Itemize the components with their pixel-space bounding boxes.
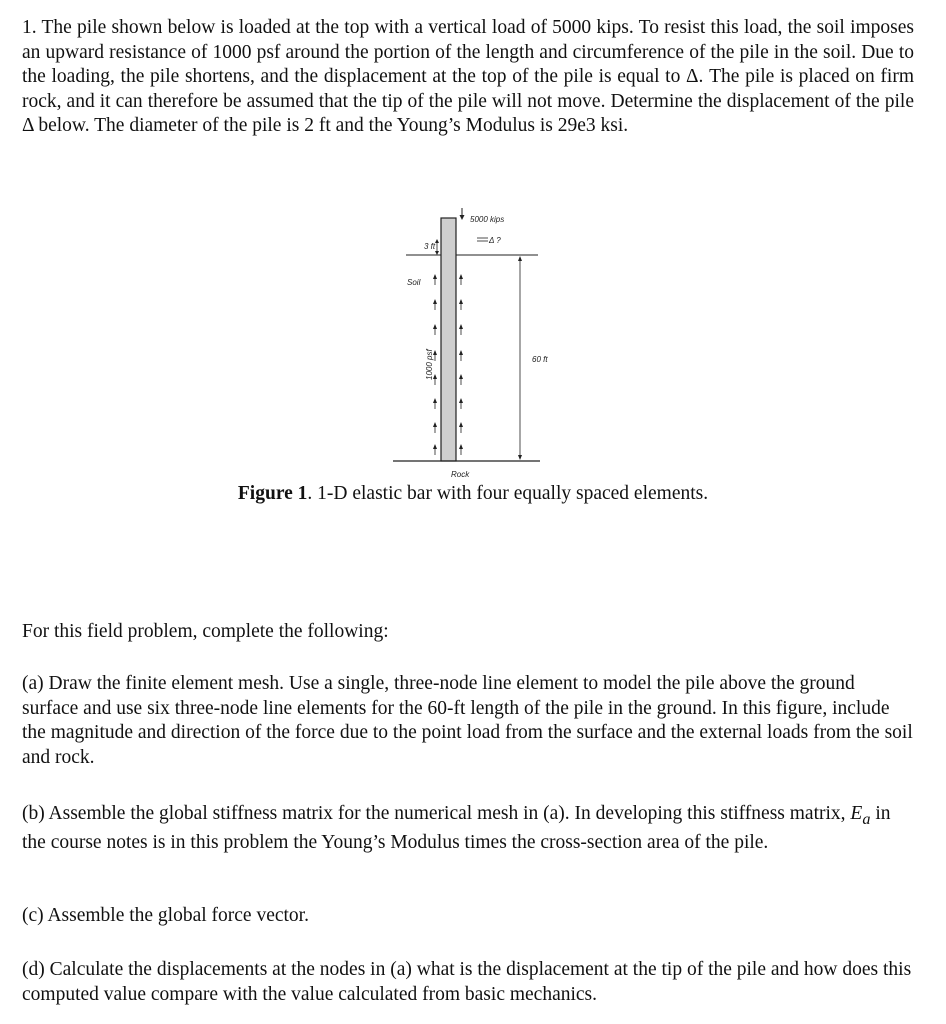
soil-resistance-arrowhead xyxy=(433,422,437,427)
part-c: (c) Assemble the global force vector. xyxy=(22,905,309,926)
soil-resistance-arrowhead xyxy=(459,299,463,304)
top-dimension-arrow-up xyxy=(435,239,439,243)
figure-caption xyxy=(0,483,946,505)
soil-resistance-arrowhead xyxy=(459,422,463,427)
soil-label: Soil xyxy=(407,278,421,287)
soil-resistance-arrowhead xyxy=(433,444,437,449)
soil-resistance-arrowhead xyxy=(459,398,463,403)
problem-statement: 1. The pile shown below is loaded at the top with a vertical load of 5000 kips. To resist this load, the soil imposes an upward resistance of 1000 psf around the portion of the length and circumference of the pile in the soil. Due to the loading, the pile shortens, and the displacement at the top of the pile is equal to Δ. The pile is placed on firm rock, and it can therefore be assumed that the tip of the pile will not move. Determine the displacement of the pile Δ below. The diameter of the pile is 2 ft and the Young’s Modulus is 29e3 ksi. xyxy=(22,17,914,136)
pressure-label: 1000 psf xyxy=(425,349,434,380)
figure-caption-label: Figure 1 xyxy=(237,483,308,504)
top-length-label: 3 ft xyxy=(424,242,436,251)
soil-resistance-arrowhead xyxy=(459,350,463,355)
embedded-dimension-arrow-up xyxy=(518,256,522,261)
figure-caption-text: . 1-D elastic bar with four equally spaced elements. xyxy=(307,483,709,504)
load-label: 5000 kips xyxy=(470,215,505,224)
soil-resistance-arrowhead xyxy=(433,274,437,279)
soil-resistance-arrowhead xyxy=(459,274,463,279)
part-b xyxy=(22,802,914,856)
soil-resistance-arrowhead xyxy=(459,444,463,449)
ea-symbol: E xyxy=(850,803,863,824)
soil-resistance-arrowhead xyxy=(433,324,437,329)
soil-resistance-arrowhead xyxy=(459,374,463,379)
pile xyxy=(441,218,456,461)
embedded-length-label: 60 ft xyxy=(532,355,548,364)
pile-figure xyxy=(380,205,580,485)
top-dimension-arrow-down xyxy=(435,251,439,255)
ea-subscript: a xyxy=(862,809,871,828)
soil-resistance-arrowhead xyxy=(459,324,463,329)
rock-label: Rock xyxy=(451,470,470,479)
soil-resistance-arrowhead xyxy=(433,299,437,304)
part-d: (d) Calculate the displacements at the nodes in (a) what is the displacement at the tip of the pile and how does this computed value compare with the value calculated from basic mechanics. xyxy=(22,959,912,1005)
part-b-text-start: (b) Assemble the global stiffness matrix for the numerical mesh in (a). In developing this stiffness matrix, xyxy=(22,803,851,824)
part-b-text-end: in the course notes is in this problem the Young’s Modulus times the cross-section area of the pile. xyxy=(22,803,891,854)
instructions-intro: For this field problem, complete the following: xyxy=(22,621,389,642)
embedded-dimension-arrow-down xyxy=(518,455,522,460)
point-load-arrowhead xyxy=(460,215,465,220)
soil-resistance-arrowhead xyxy=(433,398,437,403)
delta-label: Δ ? xyxy=(489,236,501,245)
part-a: (a) Draw the finite element mesh. Use a single, three-node line element to model the pile above the ground surface and use six three-node line elements for the 60-ft length of the pile in the ground. In this figure, include the magnitude and direction of the force due to the point load from the surface and the external loads from the soil and rock. xyxy=(22,673,913,768)
